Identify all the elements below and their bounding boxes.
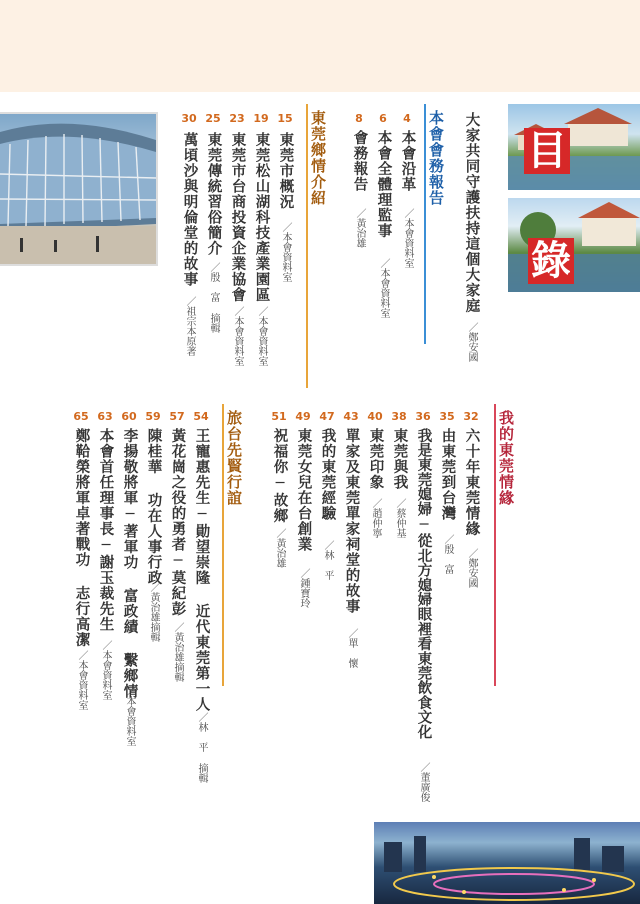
page-title-char-1: 目 [524, 128, 570, 174]
city-night-photo [374, 822, 640, 904]
toc-entry-credit: ／黃治雄摘輯 [172, 622, 183, 682]
toc-entry-title[interactable]: 黃花崗之役的勇者─莫紀彭 [169, 428, 187, 617]
toc-entry-credit: ／董廣俊 [418, 762, 429, 802]
toc-entry-credit: ／本會資料室 [100, 640, 111, 700]
toc-entry-title[interactable]: 東莞印象 [367, 428, 385, 490]
toc-entry-title[interactable]: 我的東莞經驗 [319, 428, 337, 521]
stadium-photo [0, 112, 158, 266]
toc-page-number: 35 [439, 410, 455, 423]
toc-entry-credit: ／本會資料室 [76, 650, 87, 710]
toc-page-number: 30 [181, 112, 197, 125]
section-heading-hometown: 東莞鄉情介紹 [309, 110, 327, 206]
toc-entry-title[interactable]: 由東莞到台灣 [439, 428, 457, 521]
toc-entry-credit: ／黃治雄 [274, 528, 285, 568]
toc-page-number: 60 [121, 410, 137, 423]
toc-entry-credit: ／林 平 摘輯 [196, 712, 207, 783]
toc-entry-title[interactable]: 王寵惠先生─勛望崇隆 近代東莞第一人 [193, 428, 211, 712]
toc-entry-title[interactable]: 東莞與我 [391, 428, 409, 490]
toc-entry-title[interactable]: 東莞松山湖科技產業園區 [253, 132, 271, 303]
toc-entry-credit: ／黃治雄 [354, 208, 365, 248]
top-band [0, 0, 640, 92]
page-title-char-2: 錄 [528, 238, 574, 284]
toc-entry-credit: ／鄭安國 [466, 322, 477, 362]
toc-entry-title[interactable]: 大家共同守護扶持這個大家庭 [463, 112, 481, 314]
toc-entry-credit: ／趙仲寧 [370, 498, 381, 538]
toc-page-number: 15 [277, 112, 293, 125]
toc-entry-title[interactable]: 陳桂華 功在人事行政 [145, 428, 163, 586]
toc-entry-title[interactable]: 本會全體理監事 [375, 130, 393, 239]
section-heading-sages: 旅台先賢行誼 [225, 410, 243, 506]
toc-entry-credit: ／本會資料室 [256, 306, 267, 366]
toc-entry-credit: ／本會資料室 [280, 222, 291, 282]
toc-page-number: 4 [403, 112, 411, 125]
toc-entry-credit: ／單 懷 [346, 628, 357, 668]
toc-entry-title[interactable]: 鄭鞈榮將軍卓著戰功 志行高潔 [73, 428, 91, 648]
toc-page-number: 19 [253, 112, 269, 125]
toc-page-number: 25 [205, 112, 221, 125]
toc-entry-title[interactable]: 東莞市台商投資企業協會 [229, 132, 247, 303]
toc-entry-title[interactable]: 單家及東莞單家祠堂的故事 [343, 428, 361, 614]
toc-entry-title[interactable]: 東莞女兒在台創業 [295, 428, 313, 552]
toc-entry-credit: ／殷 富 摘輯 [208, 262, 219, 333]
toc-entry-title[interactable]: 祝福你─故鄉 [271, 428, 289, 524]
toc-page-number: 51 [271, 410, 287, 423]
toc-entry-credit: ／本會資料室 [402, 208, 413, 268]
toc-page-number: 32 [463, 410, 479, 423]
toc-entry-title[interactable]: 東莞市概況 [277, 132, 295, 210]
toc-entry-credit: ／本會資料室 [378, 258, 389, 318]
toc-page-number: 54 [193, 410, 209, 423]
section-heading-affinity: 我的東莞情緣 [497, 410, 515, 506]
toc-page-number: 40 [367, 410, 383, 423]
toc-entry-title[interactable]: 萬頃沙與明倫堂的故事 [181, 132, 199, 287]
toc-entry-credit: ／蔡仲基 [394, 498, 405, 538]
toc-entry-title[interactable]: 李揚敬將軍─著軍功 富政績 繫鄉情 [121, 428, 139, 699]
toc-entry-credit: ／殷 富 [442, 534, 453, 574]
toc-entry-title[interactable]: 東莞傳統習俗簡介 [205, 132, 223, 256]
toc-page-number: 47 [319, 410, 335, 423]
toc-entry-title[interactable]: 本會沿革 [399, 130, 417, 192]
toc-entry-credit: ／本會資料室 [232, 306, 243, 366]
toc-entry-credit: ／鍾寶玲 [298, 568, 309, 608]
toc-entry-credit: ／鄭安國 [466, 548, 477, 588]
toc-page-number: 43 [343, 410, 359, 423]
toc-page-number: 63 [97, 410, 113, 423]
toc-page-number: 8 [355, 112, 363, 125]
toc-page-number: 38 [391, 410, 407, 423]
toc-page-number: 36 [415, 410, 431, 423]
toc-entry-title[interactable]: 會務報告 [351, 130, 369, 192]
toc-page-number: 6 [379, 112, 387, 125]
toc-entry-title[interactable]: 我是東莞媳婦─從北方媳婦眼裡看東莞飲食文化 [415, 428, 433, 740]
toc-entry-credit: ／林 平 [322, 540, 333, 580]
toc-entry-credit: ／本會資料室 [124, 686, 135, 746]
toc-entry-title[interactable]: 本會首任理事長─謝玉裁先生 [97, 428, 115, 632]
toc-page-number: 65 [73, 410, 89, 423]
toc-page-number: 57 [169, 410, 185, 423]
toc-entry-title[interactable]: 六十年東莞情緣 [463, 428, 481, 537]
toc-entry-credit: ／黃治雄摘輯 [148, 582, 159, 642]
section-heading-association: 本會會務報告 [427, 110, 445, 206]
toc-page-number: 49 [295, 410, 311, 423]
toc-page-number: 59 [145, 410, 161, 423]
toc-entry-credit: ／祖宗本原著 [184, 296, 195, 356]
toc-page-number: 23 [229, 112, 245, 125]
